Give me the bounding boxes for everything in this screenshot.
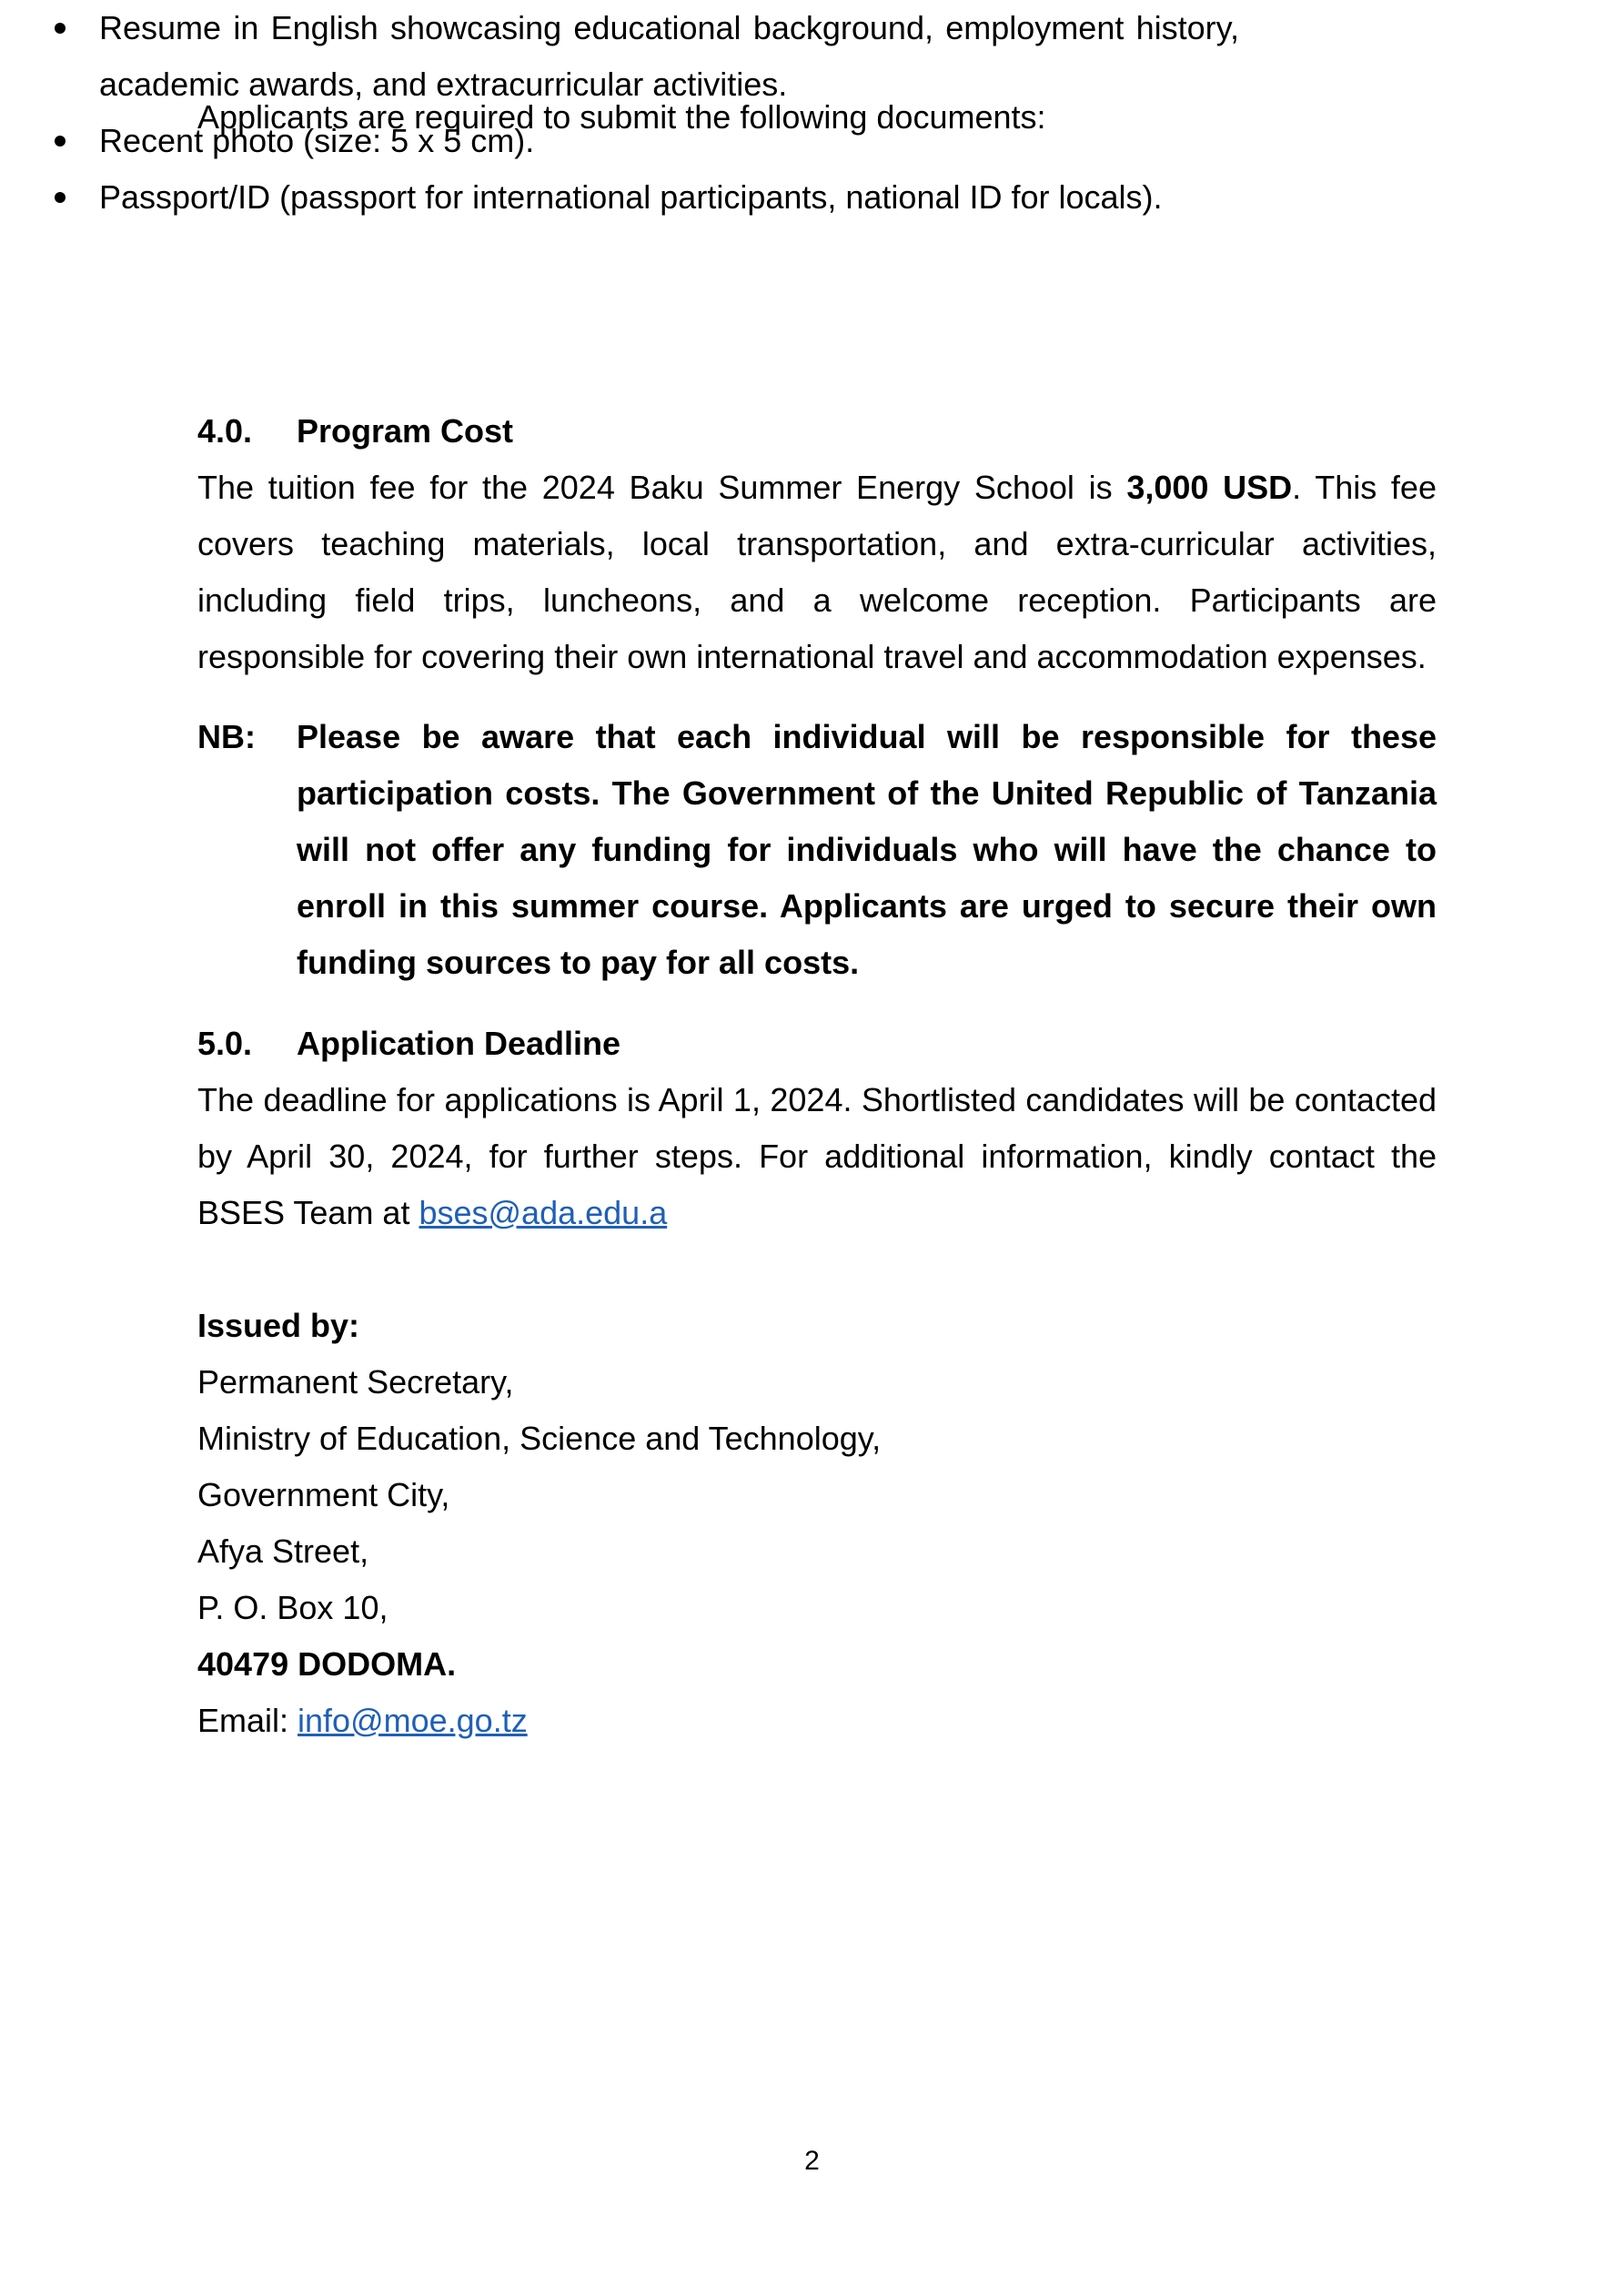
issuer-line: Permanent Secretary, <box>197 1363 514 1401</box>
list-item <box>0 113 1239 169</box>
section-heading-deadline <box>197 1016 1437 1072</box>
program-cost-paragraph <box>197 460 1437 685</box>
issuer-email-line <box>197 1693 1437 1749</box>
issuer-line: P. O. Box 10, <box>197 1589 388 1626</box>
issuer-city: 40479 DODOMA. <box>197 1645 457 1683</box>
list-item <box>0 0 1239 113</box>
bullet-icon <box>55 192 66 203</box>
deadline-paragraph <box>197 1072 1437 1241</box>
section-title: Program Cost <box>297 412 514 450</box>
document-photo: Recent photo (size: 5 x 5 cm). <box>99 122 535 159</box>
bullet-icon <box>55 136 66 147</box>
issuer-line: Ministry of Education, Science and Technology, <box>197 1420 882 1457</box>
issuer-line: Government City, <box>197 1476 450 1513</box>
nb-label: NB: <box>197 718 256 755</box>
cost-text-before: The tuition fee for the 2024 Baku Summer Energy School is <box>197 469 1127 506</box>
bullet-icon <box>55 23 66 34</box>
deadline-text: The deadline for applications is April 1, 2024. Shortlisted candidates will be contacted by April 30, 2024, for further steps. For additional information, kindly contact the BSES Team at <box>197 1081 1437 1231</box>
document-resume: Resume in English showcasing educational background, employment history, academic awards, and extracurricular activities. <box>99 9 1239 103</box>
issued-by-label: Issued by: <box>197 1307 360 1344</box>
section-number: 4.0. <box>197 412 253 450</box>
cost-text-after: . This fee covers teaching materials, local transportation, and extra-curricular activities, including field trips, luncheons, and a welcome reception. Participants are responsible for covering their own international travel and accommodation expenses. <box>197 469 1437 675</box>
issued-by-block <box>197 1298 1437 1749</box>
bses-email-link[interactable]: bses@ada.edu.a <box>419 1194 668 1231</box>
tuition-fee: 3,000 USD <box>1126 469 1293 506</box>
nb-text: Please be aware that each individual will be responsible for these participation costs. The Government of the United Republic of Tanzania will not offer any funding for individuals who will have the chance to enroll in this summer course. Applicants are urged to secure their own funding sources to pay for all costs. <box>297 718 1437 981</box>
documents-list <box>0 0 1239 226</box>
nb-notice <box>197 709 1437 991</box>
list-item <box>0 169 1239 226</box>
page-number: 2 <box>804 2146 820 2176</box>
documents-intro: Applicants are required to submit the following documents: <box>197 98 1046 136</box>
email-label: Email: <box>197 1702 298 1739</box>
moe-email-link[interactable]: info@moe.go.tz <box>298 1702 528 1739</box>
issuer-line: Afya Street, <box>197 1532 369 1570</box>
document-passport: Passport/ID (passport for international participants, national ID for locals). <box>99 178 1163 216</box>
section-number: 5.0. <box>197 1025 253 1062</box>
section-heading-program-cost <box>197 403 1437 460</box>
section-title: Application Deadline <box>297 1025 621 1062</box>
